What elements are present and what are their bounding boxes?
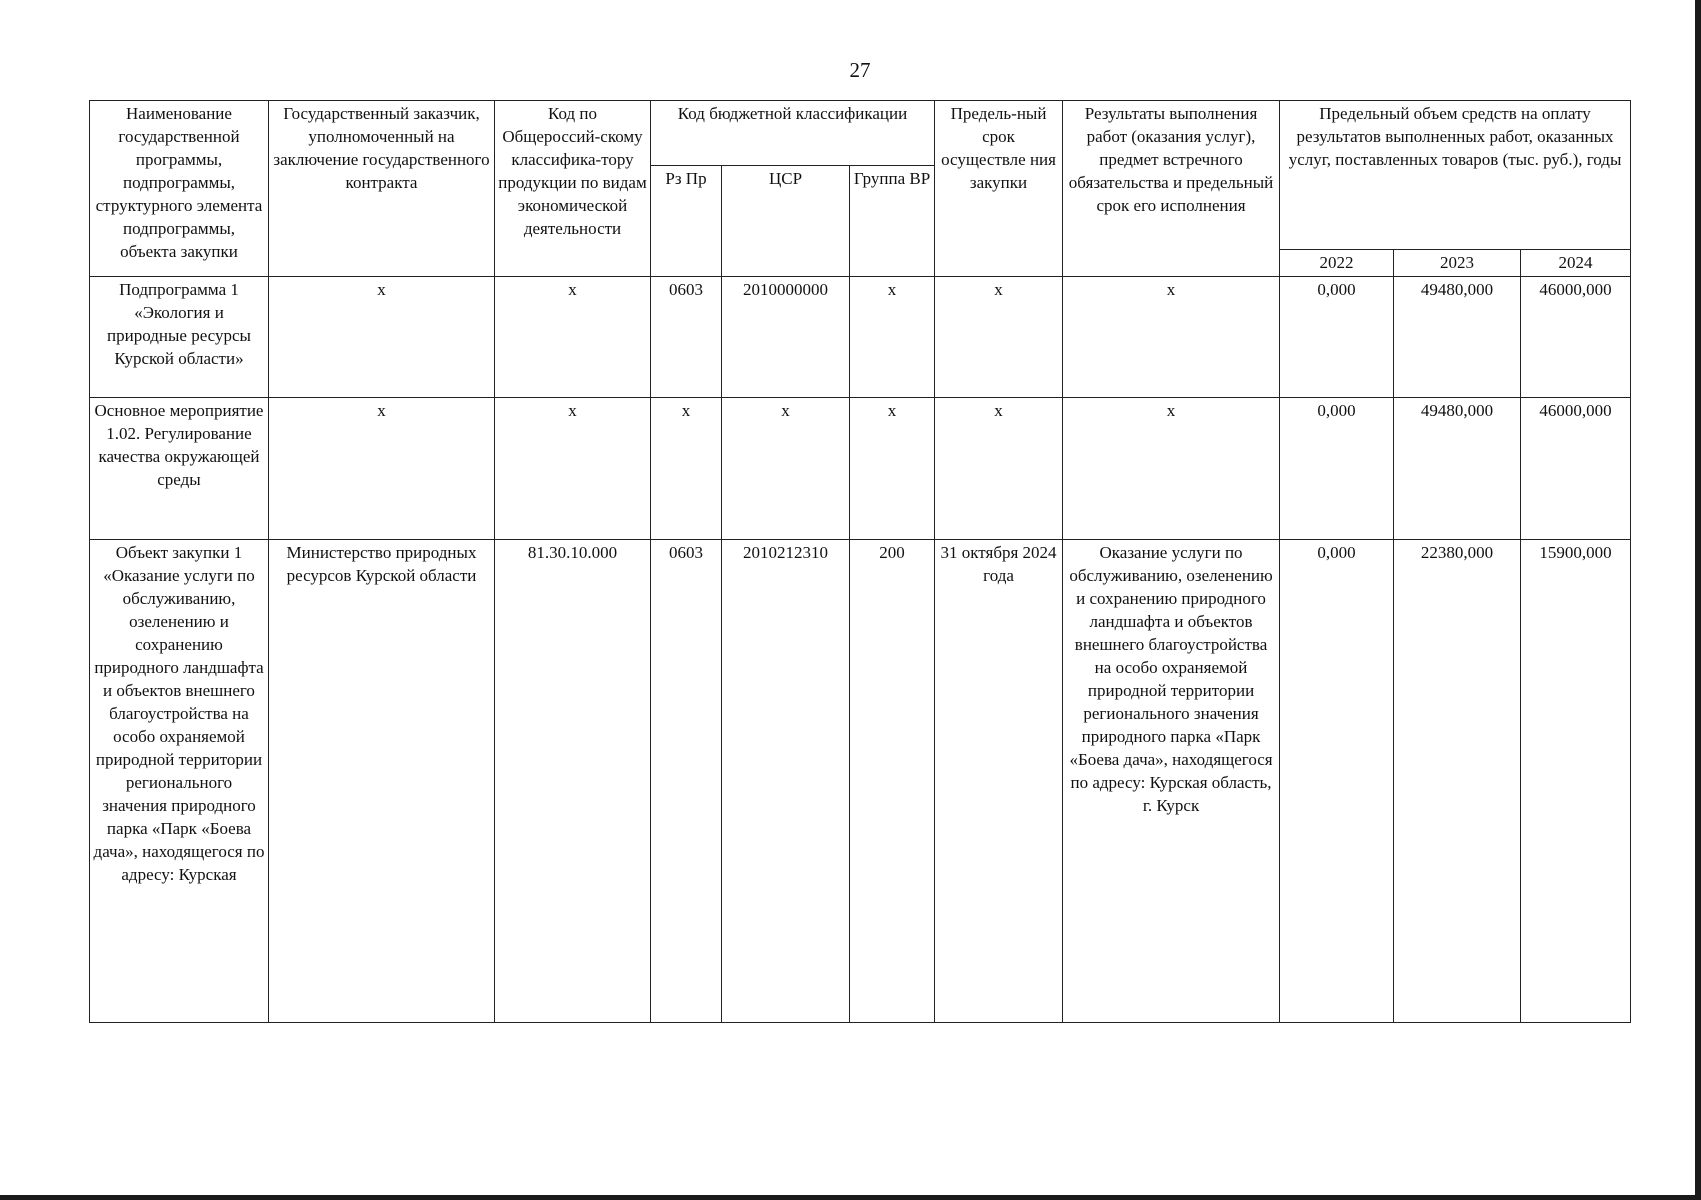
cell-results: x [1063,398,1280,540]
cell-customer: Министерство природных ресурсов Курской области [269,540,495,1023]
table-header [90,101,1631,277]
cell-vr: x [850,277,935,398]
table-row [90,398,1631,540]
cell-rzpr: x [651,398,722,540]
cell-deadline: x [935,398,1063,540]
header-funds: Предельный объем средств на оплату результатов выполненных работ, оказанных услуг, поставленных товаров (тыс. руб.), годы [1280,101,1631,250]
cell-2023: 49480,000 [1394,398,1521,540]
cell-name: Подпрограмма 1 «Экология и природные ресурсы Курской области» [90,277,269,398]
header-year-2022: 2022 [1280,250,1394,277]
procurement-table [89,100,1631,1023]
header-deadline: Предель-ный срок осуществле ния закупки [935,101,1063,277]
header-year-2024: 2024 [1521,250,1631,277]
cell-csr: x [722,398,850,540]
header-budget-code: Код бюджетной классификации [651,101,935,166]
header-okpd: Код по Общероссий-скому классифика-тору продукции по видам экономической деятельности [495,101,651,277]
cell-2022: 0,000 [1280,398,1394,540]
scan-edge-right [1695,0,1701,1200]
cell-vr: x [850,398,935,540]
cell-rzpr: 0603 [651,540,722,1023]
cell-2024: 15900,000 [1521,540,1631,1023]
table-body [90,277,1631,1023]
table-row [90,540,1631,1023]
cell-2022: 0,000 [1280,277,1394,398]
cell-customer: x [269,398,495,540]
cell-2024: 46000,000 [1521,398,1631,540]
page-number: 27 [849,58,871,82]
cell-results: Оказание услуги по обслуживанию, озеленению и сохранению природного ландшафта и объектов внешнего благоустройства на особо охраняемой природной территории регионального значения природного парка «Парк «Боева дача», находящегося по адресу: Курская область, г. Курск [1063,540,1280,1023]
cell-2023: 49480,000 [1394,277,1521,398]
table-row [90,277,1631,398]
header-customer: Государственный заказчик, уполномоченный на заключение государственного контракта [269,101,495,277]
cell-okpd: 81.30.10.000 [495,540,651,1023]
cell-results: x [1063,277,1280,398]
cell-csr: 2010212310 [722,540,850,1023]
cell-rzpr: 0603 [651,277,722,398]
cell-2024: 46000,000 [1521,277,1631,398]
header-rzpr: Рз Пр [651,166,722,277]
cell-okpd: x [495,277,651,398]
cell-2022: 0,000 [1280,540,1394,1023]
cell-2023: 22380,000 [1394,540,1521,1023]
cell-csr: 2010000000 [722,277,850,398]
cell-deadline: x [935,277,1063,398]
header-year-2023: 2023 [1394,250,1521,277]
cell-name: Основное мероприятие 1.02. Регулирование качества окружающей среды [90,398,269,540]
cell-okpd: x [495,398,651,540]
header-results: Результаты выполнения работ (оказания услуг), предмет встречного обязательства и предельный срок его исполнения [1063,101,1280,277]
cell-customer: x [269,277,495,398]
cell-deadline: 31 октября 2024 года [935,540,1063,1023]
header-csr: ЦСР [722,166,850,277]
header-name: Наименование государственной программы, подпрограммы, структурного элемента подпрограммы, объекта закупки [90,101,269,277]
cell-vr: 200 [850,540,935,1023]
cell-name: Объект закупки 1 «Оказание услуги по обслуживанию, озеленению и сохранению природного ландшафта и объектов внешнего благоустройства на особо охраняемой природной территории регионального значения природного парка «Парк «Боева дача», находящегося по адресу: Курская [90,540,269,1023]
header-vr: Группа ВР [850,166,935,277]
scan-edge-bottom [0,1195,1701,1200]
